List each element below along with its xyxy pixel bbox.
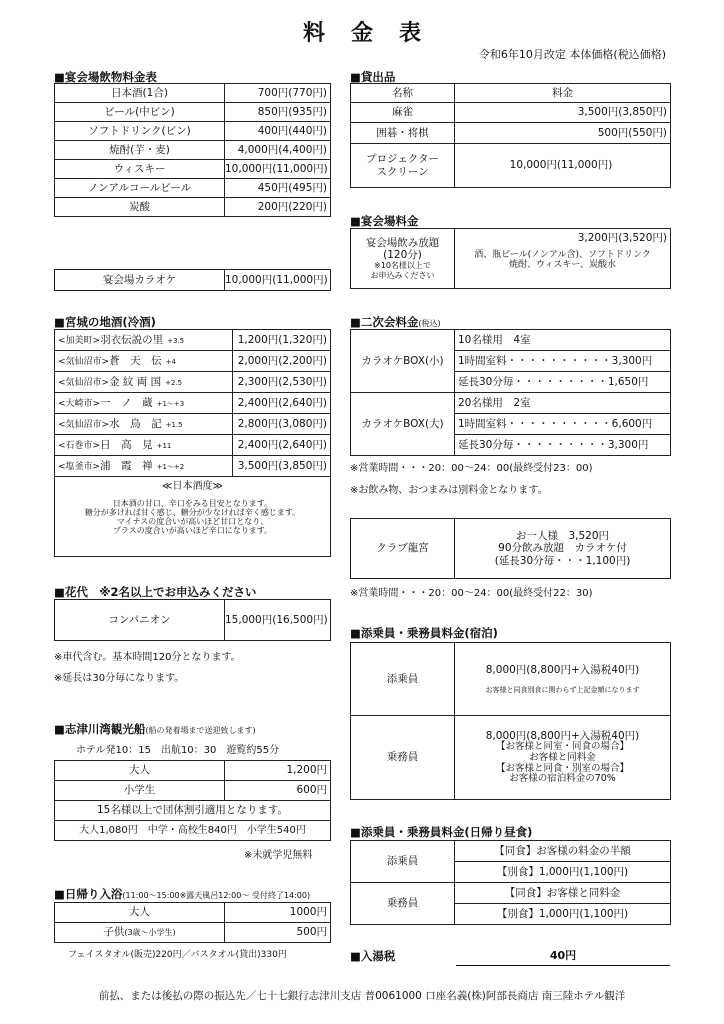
- sake-brand: 一 ノ 蔵: [100, 396, 153, 409]
- section-heading-rental: ■貸出品: [350, 70, 396, 84]
- sake-degree: +3.5: [167, 336, 185, 345]
- venue-fee-table: [350, 228, 671, 289]
- companion-note: ※車代含む。基本時間120分となります。: [54, 652, 241, 663]
- sake-area: <気仙沼市>: [58, 377, 110, 388]
- drink-price: 400円(440円): [225, 122, 331, 141]
- drink-price: 450円(495円): [225, 179, 331, 198]
- sake-row: [55, 435, 331, 456]
- rental-projector-name: プロジェクター スクリーン: [351, 144, 455, 188]
- sake-price: 2,000円(2,200円): [233, 351, 331, 372]
- karaoke-box-small-row: 1時間室料・・・・・・・・・・3,300円: [455, 351, 671, 372]
- drink-name: ソフトドリンク(ビン): [55, 122, 225, 141]
- drink-price: 700円(770円): [225, 84, 331, 103]
- sake-price: 3,500円(3,850円): [233, 456, 331, 477]
- rental-col-name: 名称: [351, 84, 455, 103]
- companion-note: ※延長は30分毎になります。: [54, 673, 185, 684]
- crew-stay-guide-detail: 8,000円(8,800円+入湯税40円) お客様と同食別食に関わらず上記金額になります: [455, 643, 671, 716]
- sake-price: 2,300円(2,530円): [233, 372, 331, 393]
- sake-degree-explanation: [55, 477, 331, 557]
- karaoke-box-large-row: 延長30分毎・・・・・・・・・3,300円: [455, 435, 671, 456]
- drink-row: [55, 141, 331, 160]
- section-heading-companion: ■花代 ※2名以上でお申込みください: [54, 585, 257, 599]
- boat-preschool-note: ※未就学児無料: [244, 850, 313, 861]
- nijikai-hours-note: ※営業時間・・・20：00〜24：00(最終受付23：00): [350, 463, 593, 474]
- club-table: [350, 518, 671, 579]
- dayspa-child-label: 子供(3歳〜小学生): [55, 923, 225, 943]
- companion-price: 15,000円(16,500円): [225, 600, 331, 641]
- crew-day-driver-name: 乗務員: [351, 883, 455, 925]
- crew-day-driver-row: 【同食】お客様と同料金: [455, 883, 671, 904]
- section-heading-bath-tax: ■入湯税: [350, 949, 396, 963]
- nijikai-drinks-note: ※お飲み物、おつまみは別料金となります。: [350, 485, 548, 496]
- nijikai-table: [350, 329, 671, 456]
- boat-child-label: 小学生: [55, 781, 225, 801]
- sake-brand: 日 高 見: [100, 438, 153, 451]
- sake-brand: 金 紋 両 国: [109, 375, 162, 388]
- sake-row: [55, 393, 331, 414]
- sake-area: <気仙沼市>: [58, 419, 110, 430]
- section-heading-sake: ■宮城の地酒(冷酒): [54, 315, 156, 329]
- sake-price: 2,400円(2,640円): [233, 393, 331, 414]
- crew-stay-driver-name: 乗務員: [351, 716, 455, 800]
- karaoke-box-large: カラオケBOX(大): [351, 393, 455, 456]
- boat-adult-price: 1,200円: [225, 761, 331, 781]
- rental-table: [350, 83, 671, 188]
- venue-fee-name: 宴会場飲み放題 (120分) ※10名様以上で お申込みください: [351, 229, 455, 289]
- karaoke-box-large-row: 20名様用 2室: [455, 393, 671, 414]
- karaoke-hall-table: [54, 269, 331, 291]
- drink-row: [55, 179, 331, 198]
- dayspa-adult-price: 1000円: [225, 903, 331, 923]
- dayspa-table: [54, 902, 331, 943]
- sake-name-cell: [55, 330, 233, 351]
- drink-name: ウィスキー: [55, 160, 225, 179]
- sake-area: <加美町>: [58, 335, 101, 346]
- boat-schedule: ホテル発10：15 出航10：30 遊覧約55分: [76, 745, 280, 756]
- venue-fee-detail: 3,200円(3,520円) 酒、瓶ビール(ノンアル含)、ソフトドリンク 焼酎、ウィスキー、炭酸水: [455, 229, 671, 289]
- sake-name-cell: [55, 456, 233, 477]
- sake-brand: 浦 霞 禅: [100, 459, 153, 472]
- rental-item-name: 囲碁・将棋: [351, 123, 455, 144]
- crew-day-guide-name: 添乗員: [351, 841, 455, 883]
- crew-day-table: [350, 840, 671, 925]
- drink-name: ビール(中ビン): [55, 103, 225, 122]
- sake-degree: +2.5: [165, 378, 183, 387]
- section-heading-boat: ■志津川湾観光船(船の発着場まで送迎致します): [54, 722, 256, 736]
- drink-price: 10,000円(11,000円): [225, 160, 331, 179]
- boat-table: [54, 760, 331, 841]
- sake-degree: +1〜+2: [156, 462, 185, 471]
- dayspa-child-price: 500円: [225, 923, 331, 943]
- sake-area: <塩釜市>: [58, 461, 101, 472]
- club-hours-note: ※営業時間・・・20：00〜24：00(最終受付22：30): [350, 588, 593, 599]
- rental-projector-price: 10,000円(11,000円): [455, 144, 671, 188]
- crew-stay-guide-name: 添乗員: [351, 643, 455, 716]
- sake-degree: +1.5: [165, 420, 183, 429]
- drink-price: 200円(220円): [225, 198, 331, 217]
- drink-row: [55, 160, 331, 179]
- sake-row: [55, 330, 331, 351]
- rental-item-price: 500円(550円): [455, 123, 671, 144]
- boat-child-price: 600円: [225, 781, 331, 801]
- crew-day-driver-row: 【別食】1,000円(1,100円): [455, 904, 671, 925]
- drink-name: 日本酒(1合): [55, 84, 225, 103]
- sake-brand: 蒼 天 伝: [109, 354, 162, 367]
- sake-row: [55, 456, 331, 477]
- karaoke-box-small-row: 10名様用 4室: [455, 330, 671, 351]
- sake-degree: +1〜+3: [156, 399, 185, 408]
- drink-row: [55, 122, 331, 141]
- drink-price: 4,000円(4,400円): [225, 141, 331, 160]
- page-title: 料金表: [302, 21, 447, 46]
- dayspa-adult-label: 大人: [55, 903, 225, 923]
- section-heading-drinks: ■宴会場飲物料金表: [54, 70, 157, 84]
- sake-degree-line: プラスの度合いが高いほど辛口になります。: [112, 526, 273, 536]
- drinks-table: [54, 83, 331, 217]
- drink-row: [55, 103, 331, 122]
- section-heading-dayspa: ■日帰り入浴(11:00〜15:00※露天風呂12:00〜 受付終了14:00): [54, 887, 311, 901]
- sake-degree-line: 日本酒の甘口、辛口をみる目安となります。: [112, 498, 273, 508]
- sake-name-cell: [55, 351, 233, 372]
- companion-name: コンパニオン: [55, 600, 225, 641]
- companion-table: [54, 599, 331, 641]
- drink-row: [55, 198, 331, 217]
- section-heading-crew-stay: ■添乗員・乗務員料金(宿泊): [350, 626, 498, 640]
- rental-col-price: 料金: [455, 84, 671, 103]
- boat-group-prices: 大人1,080円 中学・高校生840円 小学生540円: [55, 821, 331, 841]
- crew-day-guide-row: 【同食】お客様の料金の半額: [455, 841, 671, 862]
- sake-area: <気仙沼市>: [58, 356, 110, 367]
- drink-price: 850円(935円): [225, 103, 331, 122]
- sake-degree-line: 糖分が多ければ甘く感じ、糖分が少なければ辛く感じます。: [84, 507, 301, 517]
- sake-price: 2,400円(2,640円): [233, 435, 331, 456]
- sake-price: 2,800円(3,080円): [233, 414, 331, 435]
- drink-name: ノンアルコールビール: [55, 179, 225, 198]
- karaoke-box-small-row: 延長30分毎・・・・・・・・・1,650円: [455, 372, 671, 393]
- section-heading-nijikai: ■二次会料金(税込): [350, 315, 441, 329]
- bank-transfer-footer: 前払、または後払の際の振込先／七十七銀行志津川支店 普0061000 口座名義(株)阿部長商店 南三陸ホテル観洋: [98, 990, 626, 1002]
- sake-brand: 水 鳥 記: [109, 417, 162, 430]
- rental-item-name: 麻雀: [351, 103, 455, 123]
- club-detail: お一人様 3,520円 90分飲み放題 カラオケ付 (延長30分毎・・・1,100円): [455, 519, 671, 579]
- drink-name: 焼酎(芋・麦): [55, 141, 225, 160]
- towel-note: フェイスタオル(販売)220円／バスタオル(貸出)330円: [68, 950, 287, 960]
- club-name: クラブ龍宮: [351, 519, 455, 579]
- boat-group-note: 15名様以上で団体割引適用となります。: [55, 801, 331, 821]
- crew-day-guide-row: 【別食】1,000円(1,100円): [455, 862, 671, 883]
- bath-tax-value: 40円: [456, 947, 670, 966]
- sake-price: 1,200円(1,320円): [233, 330, 331, 351]
- sake-name-cell: [55, 414, 233, 435]
- sake-degree: +4: [165, 357, 176, 366]
- crew-stay-driver-detail: 8,000円(8,800円+入湯税40円) 【お客様と同室・同食の場合】 お客様と同料金 【お客様と同食・別室の場合】 お客様の宿泊料金の70%: [455, 716, 671, 800]
- sake-area: <大崎市>: [58, 398, 101, 409]
- sake-name-cell: [55, 435, 233, 456]
- price-revision-note: 令和6年10月改定 本体価格(税込価格): [478, 48, 666, 61]
- drink-name: 炭酸: [55, 198, 225, 217]
- sake-degree: +11: [156, 441, 172, 450]
- karaoke-box-large-row: 1時間室料・・・・・・・・・・6,600円: [455, 414, 671, 435]
- sake-name-cell: [55, 393, 233, 414]
- karaoke-hall-name: 宴会場カラオケ: [55, 270, 225, 291]
- sake-degree-line: マイナスの度合いが高いほど甘口となり、: [116, 516, 269, 526]
- sake-degree-heading: ≪日本酒度≫: [162, 481, 223, 492]
- section-heading-crew-day: ■添乗員・乗務員料金(日帰り昼食): [350, 825, 533, 839]
- crew-stay-table: [350, 642, 671, 800]
- rental-item-price: 3,500円(3,850円): [455, 103, 671, 123]
- sake-name-cell: [55, 372, 233, 393]
- sake-row: [55, 351, 331, 372]
- sake-row: [55, 414, 331, 435]
- sake-brand: 羽衣伝説の里: [100, 333, 164, 346]
- drink-row: [55, 84, 331, 103]
- sake-table: [54, 329, 331, 557]
- boat-adult-label: 大人: [55, 761, 225, 781]
- sake-row: [55, 372, 331, 393]
- sake-area: <石巻市>: [58, 440, 101, 451]
- karaoke-box-small: カラオケBOX(小): [351, 330, 455, 393]
- section-heading-venue: ■宴会場料金: [350, 214, 419, 228]
- karaoke-hall-price: 10,000円(11,000円): [225, 270, 331, 291]
